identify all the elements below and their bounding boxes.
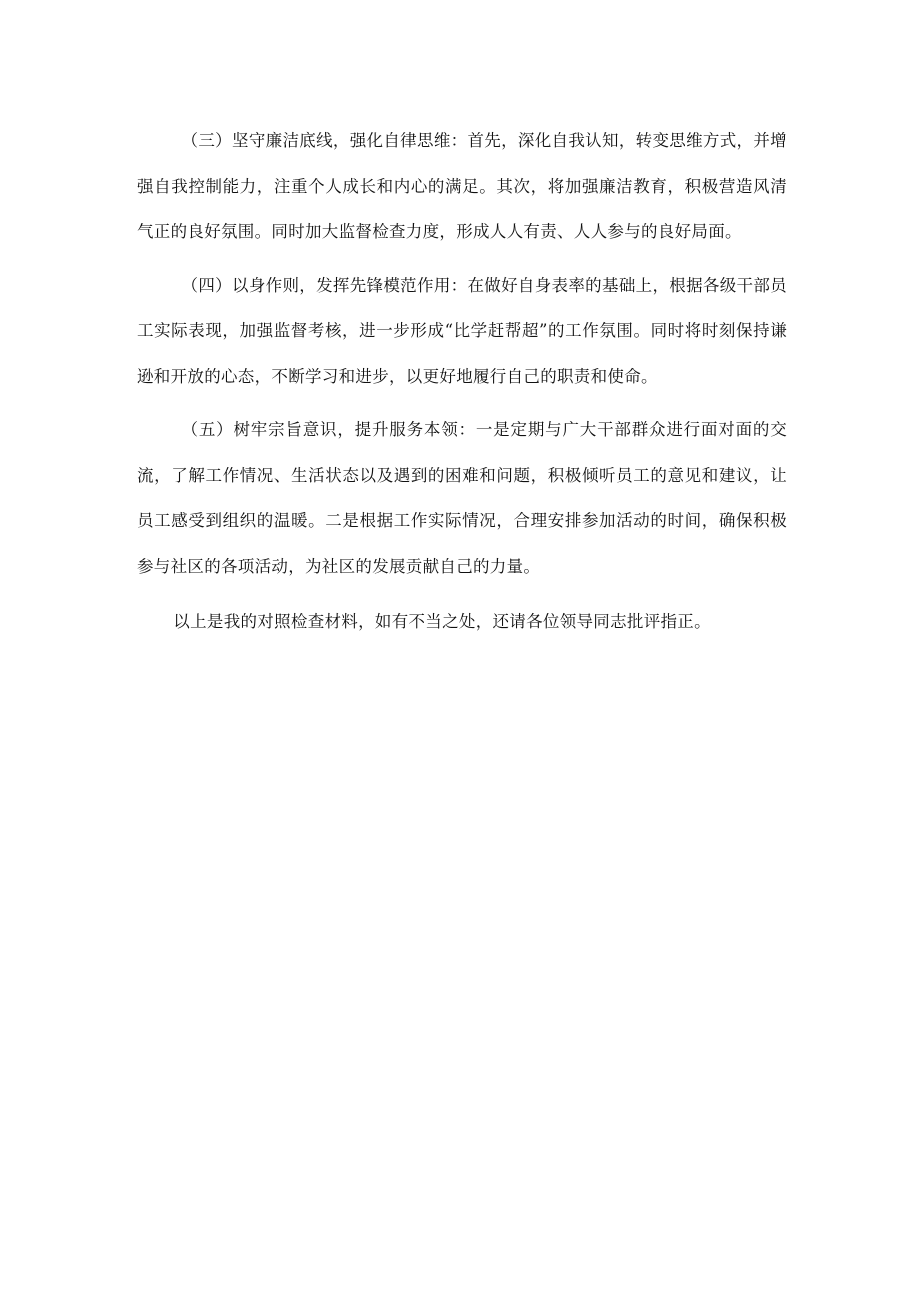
paragraph-section-5: （五）树牢宗旨意识，提升服务本领：一是定期与广大干部群众进行面对面的交流，了解工作情况、生活状态以及遇到的困难和问题，积极倾听员工的意见和建议，让员工感受到组织的温暖。二是根据工作实际情况，合理安排参加活动的时间，确保积极参与社区的各项活动，为社区的发展贡献自己的力量。 <box>137 420 787 576</box>
document-body <box>137 118 787 645</box>
closing-paragraph: 以上是我的对照检查材料，如有不当之处，还请各位领导同志批评指正。 <box>173 612 711 631</box>
paragraph-section-4: （四）以身作则，发挥先锋模范作用：在做好自身表率的基础上，根据各级干部员工实际表现，加强监督考核，进一步形成“比学赶帮超”的工作氛围。同时将时刻保持谦逊和开放的心态，不断学习和进步，以更好地履行自己的职责和使命。 <box>137 275 787 386</box>
paragraph-section-3: （三）坚守廉洁底线，强化自律思维：首先，深化自我认知，转变思维方式，并增强自我控制能力，注重个人成长和内心的满足。其次，将加强廉洁教育，积极营造风清气正的良好氛围。同时加大监督检查力度，形成人人有责、人人参与的良好局面。 <box>137 131 787 241</box>
